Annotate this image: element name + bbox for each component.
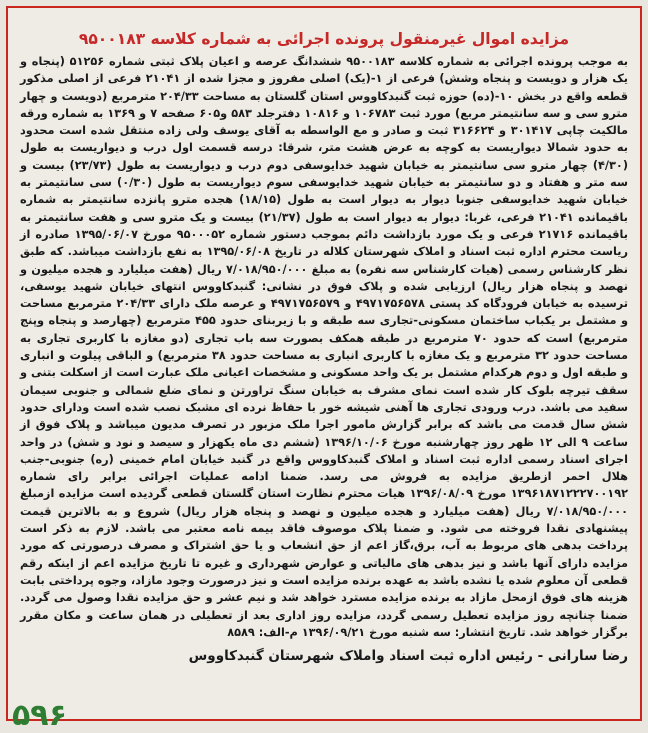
notice-body: به موجب پرونده اجرائی به شماره کلاسه ۹۵۰۰۱۸۳ ششدانگ عرصه و اعیان پلاک ثبتی شماره ۵۱۲۵۶ (پنجاه و یک هزار و دویست و پنجاه وشش) فرعی از ۱-(یک) اصلی مفروز و مجزا شده از ۲۱۰۴۱ فرعی از اصلی مذکور قطعه واقع در بخش ۱۰-(ده) حوزه ثبت گنبدکاووس استان گلستان به مساحت ۲۰۴/۳۳ مترمربع (دویست و چهار مترو سی و سه سانتیمتر مربع) مورد ثبت ۱۰۶۷۸۳ و ۱۰۸۱۶ دفترجلد ۵۸۳ و۶۰۵ صفحه ۷ و ۱۳۶۹ به شماره ورقه مالکیت چاپی ۳۰۱۴۱۷ و ۳۱۶۶۲۴ ثبت و صادر و مع الواسطه به آقای یوسف ولی زاده منتقل شده است محدود به حدود شمالا دیواریست به کوچه به عرض هشت متر، شرقا: درسه قسمت اول درب و دیواریست به طول (۴/۳۰) چهار مترو سی سانتیمتر به خیابان شهید خدایوسفی دوم درب و دیواریست به طول (۲۳/۷۳) بیست و سه متر و هفتاد و دو سانتیمتر به خیابان شهید خدایوسفی سوم دیواریست به طول (۰/۳۰) سی سانتیمتر به خیابان شهید خدایوسفی جنوبا دیوار به دیوار است به طول (۱۸/۱۵) هجده مترو پانزده سانتیمتر به شماره باقیمانده ۲۱۰۴۱ فرعی، غربا: دیوار به دیوار است به طول (۲۱/۳۷) بیست و یک مترو سی و هفت سانتیمتر به باقیمانده ۲۱۷۱۶ فرعی و یک مورد بازداشت دائم بموجب دستور شماره ۹۵۰۰۰۵۲ مورخ ۱۳۹۵/۰۶/۰۷ صادره از ریاست محترم اداره ثبت اسناد و املاک شهرستان کلاله در تاریخ ۱۳۹۵/۰۶/۰۸ به نفع بازداشت میباشد. که طبق نظر کارشناس رسمی (هیات کارشناس سه نفره) به مبلغ ۷/۰۱۸/۹۵۰/۰۰۰ ریال (هفت میلیارد و هجده میلیون و نهصد و پنجاه هزار ریال) ارزیابی شده و پلاک فوق در نشانی: گنبدکاووس انتهای خیابان شهید یوسفی، ترسیده به خیابان فرودگاه کد پستی ۴۹۷۱۷۵۶۵۷۸ و ۴۹۷۱۷۵۶۵۷۹ و عرصه ملک دارای ۲۰۴/۳۳ مترمربع مساحت و مشتمل بر یکباب ساختمان مسکونی-تجاری سه طبقه و با زیربنای حدود ۴۵۵ مترمربع (چهارصد و پنجاه وپنج مترمربع) است که حدود ۷۰ مترمربع در طبقه همکف بصورت سه باب تجاری (دو مغازه با کاربری تجاری به مساحت حدود ۳۲ مترمربع و یک مغازه با کاربری انباری به مساحت حدود ۳۸ مترمربع) و الباقی پیلوت و انباری و طبقه اول و دوم هرکدام مشتمل بر یک واحد مسکونی و مشخصات اعیانی ملک عبارت است از اسکلت بتنی و سقف تیرچه بلوک کار شده است نمای مشرف به خیابان سنگ تراورتن و نمای ضلع شمالی و جنوبی سیمان سفید می باشد. درب ورودی تجاری ها آهنی شیشه خور با حفاظ نرده ای مشبک نصب شده است ودارای حدود شش سال قدمت می باشد که برابر گزارش مامور اجرا ملک مزبور در تصرف مدیون میباشد و پلاک فوق از ساعت ۹ الی ۱۲ ظهر روز چهارشنبه مورخ ۱۳۹۶/۱۰/۰۶ (ششم دی ماه یکهزار و سیصد و نود و شش) در واحد اجرای اسناد رسمی اداره ثبت اسناد و املاک گنبدکاووس واقع در گنبد خیابان امام خمینی (ره) جنوبی-جنب هلال احمر ازطریق مزایده به فروش می رسد. ضمنا ادامه عملیات اجرائی برابر رای شماره ۱۳۹۶۱۸۷۱۲۲۲۷۰۰۱۹۲ مورخ ۱۳۹۶/۰۸/۰۹ هیات محترم نظارت استان گلستان قطعی گردیده است مزایده ازمبلغ ۷/۰۱۸/۹۵۰/۰۰۰ ریال (هفت میلیارد و هجده میلیون و نهصد و پنجاه هزار ریال) شروع و به بالاترین قیمت پیشنهادی نقدا فروخته می شود. و ضمنا پلاک موصوف فاقد بیمه نامه معتبر می باشد. لازم به ذکر است پرداخت بدهی های مربوط به آب، برق،گاز اعم از حق انشعاب و یا حق اشتراک و مصرف درصورتی که مورد مزایده دارای آنها باشد و نیز بدهی های مالیاتی و عوارض شهرداری و غیره تا تاریخ مزایده اعم از اینکه رقم قطعی آن معلوم شده یا نشده باشد به عهده برنده مزایده است و نیز درصورت وجود مازاد، وجوه پرداختی بابت هزینه های فوق ازمحل مازاد به برنده مزایده مسترد خواهد شد و نیم عشر و حق مزایده نقدا وصول می گردد. ضمنا چنانچه روز مزایده تعطیل رسمی گردد، مزایده روز اداری بعد از تعطیلی در همان ساعت و مکان مقرر برگزار خواهد شد. تاریخ انتشار: سه شنبه مورخ ۱۳۹۶/۰۹/۲۱ م-الف: ۸۵۸۹: [20, 55, 629, 639]
auction-notice: [6, 6, 642, 733]
notice-code: ۵۹۶: [12, 698, 67, 733]
notice-signature: رضا سارانی - رئیس اداره ثبت اسناد واملاک شهرستان گنبدکاووس: [188, 648, 628, 665]
notice-title: مزایده اموال غیرمنقول پرونده اجرائی به شماره کلاسه ۹۵۰۰۱۸۳: [78, 30, 570, 48]
